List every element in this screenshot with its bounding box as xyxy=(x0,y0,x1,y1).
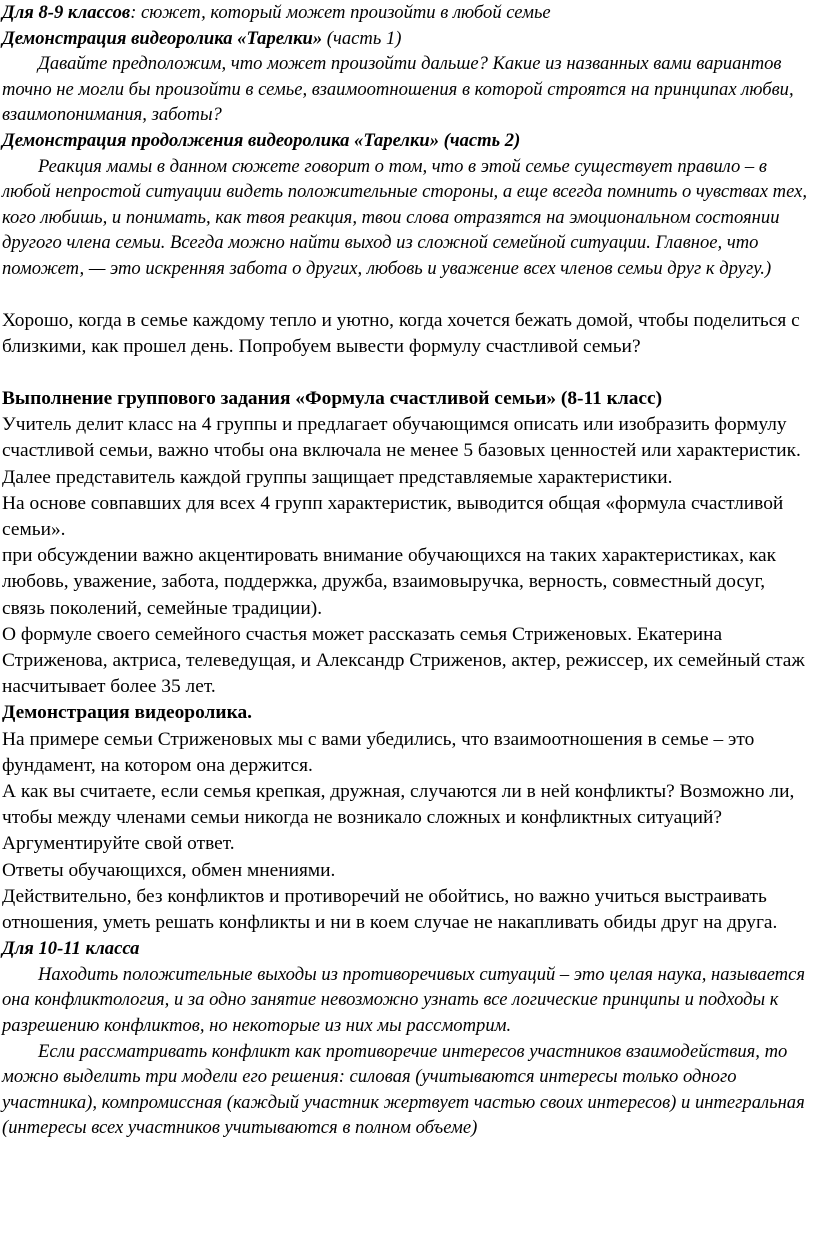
group-task-p1: Учитель делит класс на 4 группы и предлагает обучающимся описать или изобразить формулу счастливой семьи, важно чтобы она включала не менее 5 базовых ценностей или характеристик. xyxy=(2,414,801,462)
paragraph-conflict-models: Если рассматривать конфликт как противоречие интересов участников взаимодействия, то можно выделить три модели его решения: силовая (учитываются интересы только одного участника), компромиссная (каждый участник жертвует частью своих интересов) и интегральная (интересы всех участников учитываются в полном объеме) xyxy=(2,1040,805,1139)
group-task-p3: На основе совпавших для всех 4 групп характеристик, выводится общая «формула счастливой семьи». xyxy=(2,492,784,540)
group-task-p4: при обсуждении важно акцентировать внимание обучающихся на таких характеристиках, как любовь, уважение, забота, поддержка, дружба, взаимовыручка, верность, совместный досуг, связь поколений, семейные традиции). xyxy=(2,545,777,619)
demo-video-part1-rest: (часть 1) xyxy=(322,27,402,49)
paragraph-happy-family: Хорошо, когда в семье каждому тепло и уютно, когда хочется бежать домой, чтобы поделиться с близкими, как прошел день. Попробуем вывести формулу счастливой семьи? xyxy=(2,309,800,357)
group-task-p9: Действительно, без конфликтов и противоречий не обойтись, но важно учиться выстраивать отношения, уметь решать конфликты и ни в коем случае не накапливать обиды друг на друга. xyxy=(2,885,778,933)
paragraph-suppose: Давайте предположим, что может произойти дальше? Какие из названных вами вариантов точно не могли бы произойти в семье, взаимоотношения в которой строятся на принципах любви, взаимопонимания, заботы? xyxy=(2,53,794,126)
spacer xyxy=(2,282,810,308)
demo-video-part1 xyxy=(2,26,810,52)
paragraph-mom-reaction: Реакция мамы в данном сюжете говорит о том, что в этой семье существует правило – в любой непростой ситуации видеть положительные стороны, а еще всегда помнить о чувствах тех, кого любишь, и понимать, как твоя реакция, твои слова отразятся на эмоциональном состоянии другого члена семьи. Всегда можно найти выход из сложной семейной ситуации. Главное, что поможет, — это искренняя забота о других, любовь и уважение всех членов семьи друг к другу.) xyxy=(2,155,807,279)
demo-video-part1-bold: Демонстрация видеоролика «Тарелки» xyxy=(2,27,323,49)
group-task-p6: На примере семьи Стриженовых мы с вами убедились, что взаимоотношения в семье – это фундамент, на котором она держится. xyxy=(2,728,755,776)
section-grades-8-9 xyxy=(2,0,810,282)
spacer xyxy=(2,360,810,386)
demo-video-heading: Демонстрация видеоролика. xyxy=(2,702,252,724)
grades-8-9-heading-bold: Для 8-9 классов xyxy=(2,2,131,23)
grades-8-9-heading-rest: : сюжет, который может произойти в любой семье xyxy=(130,2,551,23)
section-grades-10-11 xyxy=(2,936,810,1141)
section-group-task xyxy=(2,386,810,936)
grades-8-9-heading xyxy=(2,0,810,26)
group-task-p5: О формуле своего семейного счастья может рассказать семья Стриженовых. Екатерина Стриженова, актриса, телеведущая, и Александр Стриженов, актер, режиссер, их семейный стаж насчитывает более 35 лет. xyxy=(2,623,805,698)
group-task-heading: Выполнение группового задания «Формула счастливой семьи» (8-11 класс) xyxy=(2,387,663,409)
group-task-p2: Далее представитель каждой группы защищает представляемые характеристики. xyxy=(2,466,673,488)
group-task-p7: А как вы считаете, если семья крепкая, дружная, случаются ли в ней конфликты? Возможно ли, чтобы между членами семьи никогда не возникало сложных и конфликтных ситуаций? Аргументируйте свой ответ. xyxy=(2,780,795,855)
demo-video-part2: Демонстрация продолжения видеоролика «Тарелки» (часть 2) xyxy=(2,129,521,151)
grades-10-11-heading: Для 10-11 класса xyxy=(2,938,140,960)
group-task-p8: Ответы обучающихся, обмен мнениями. xyxy=(2,859,336,881)
paragraph-conflictology: Находить положительные выходы из противоречивых ситуаций – это целая наука, называется она конфликтология, и за одно занятие невозможно узнать все логические принципы и подходы к разрешению конфликтов, но некоторые из них мы рассмотрим. xyxy=(2,963,805,1036)
